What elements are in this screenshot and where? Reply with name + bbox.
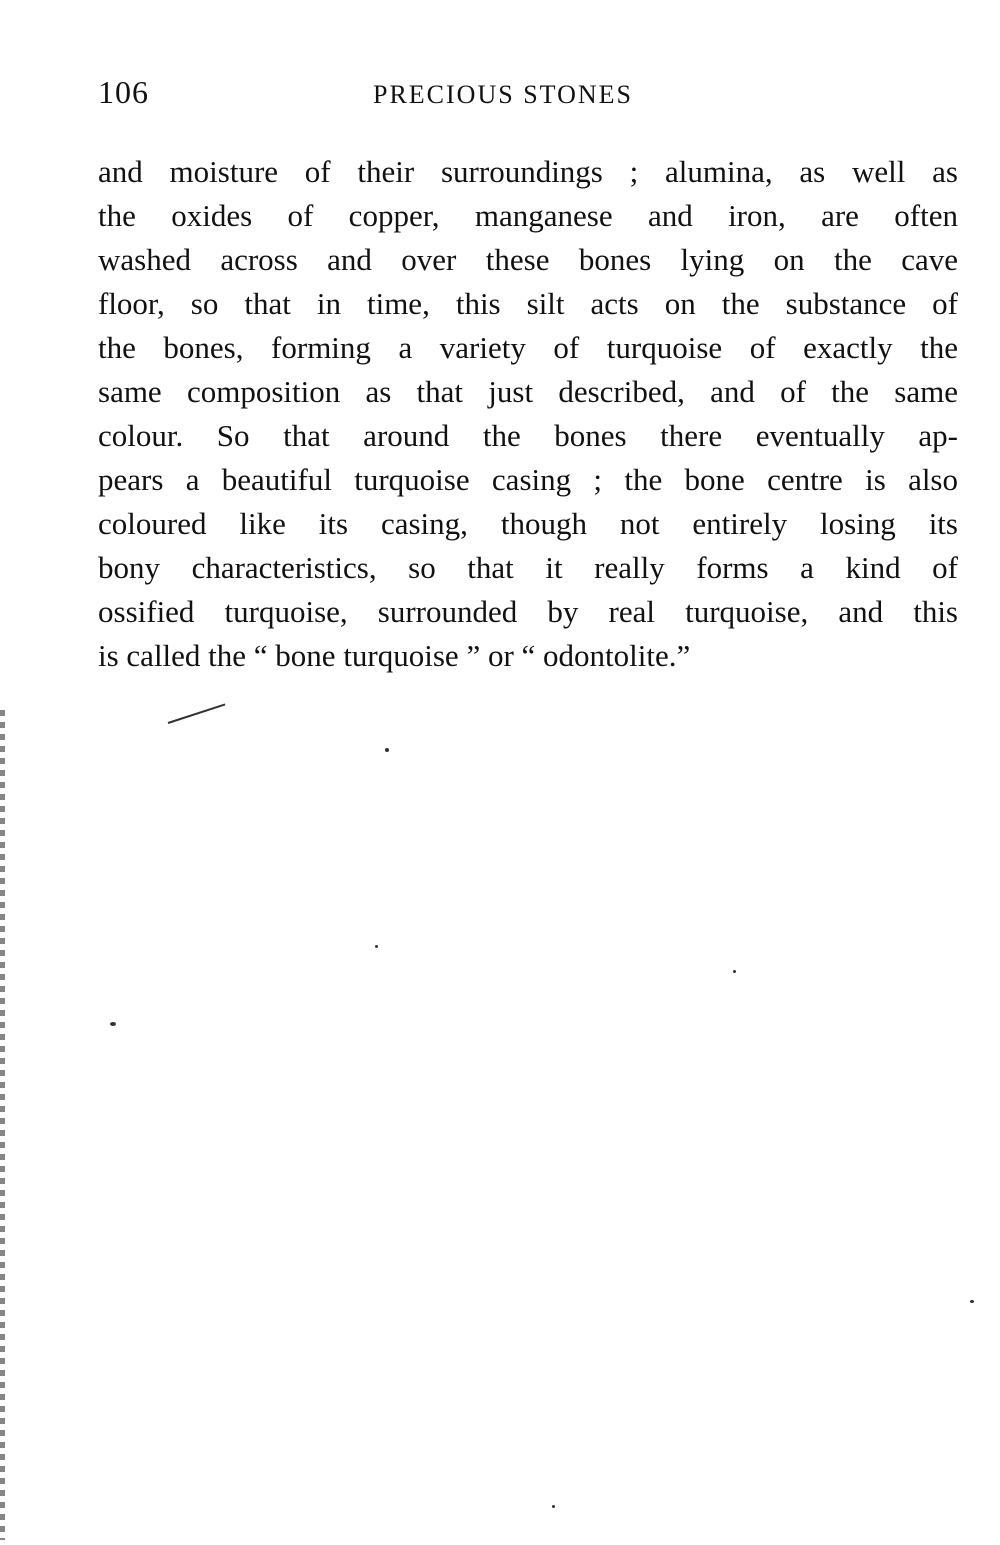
- text-line: colour. So that around the bones there eventually ap-: [98, 418, 958, 453]
- ink-speck: [375, 945, 378, 948]
- text-line: is called the “ bone turquoise ” or “ odontolite.”: [98, 638, 691, 673]
- text-line: ossified turquoise, surrounded by real turquoise, and this: [98, 594, 958, 629]
- text-line: the oxides of copper, manganese and iron, are often: [98, 198, 958, 233]
- ink-speck: [733, 970, 736, 973]
- text-line: pears a beautiful turquoise casing ; the bone centre is also: [98, 462, 958, 497]
- text-line: same composition as that just described, and of the same: [98, 374, 958, 409]
- text-line: bony characteristics, so that it really forms a kind of: [98, 550, 958, 585]
- running-title: PRECIOUS STONES: [373, 80, 633, 109]
- ink-speck: [110, 1022, 116, 1026]
- ink-speck: [970, 1300, 974, 1303]
- text-line: floor, so that in time, this silt acts on the substance of: [98, 286, 958, 321]
- ink-speck: [552, 1505, 555, 1508]
- page-number: 106: [98, 74, 149, 110]
- text-line: washed across and over these bones lying on the cave: [98, 242, 958, 277]
- pen-stroke-mark: [168, 704, 226, 724]
- scan-edge-mark: [0, 710, 5, 1540]
- text-line: the bones, forming a variety of turquoise of exactly the: [98, 330, 958, 365]
- body-text: [98, 150, 958, 678]
- ink-speck: [385, 748, 389, 752]
- text-line: and moisture of their surroundings ; alumina, as well as: [98, 154, 958, 189]
- text-line: coloured like its casing, though not entirely losing its: [98, 506, 958, 541]
